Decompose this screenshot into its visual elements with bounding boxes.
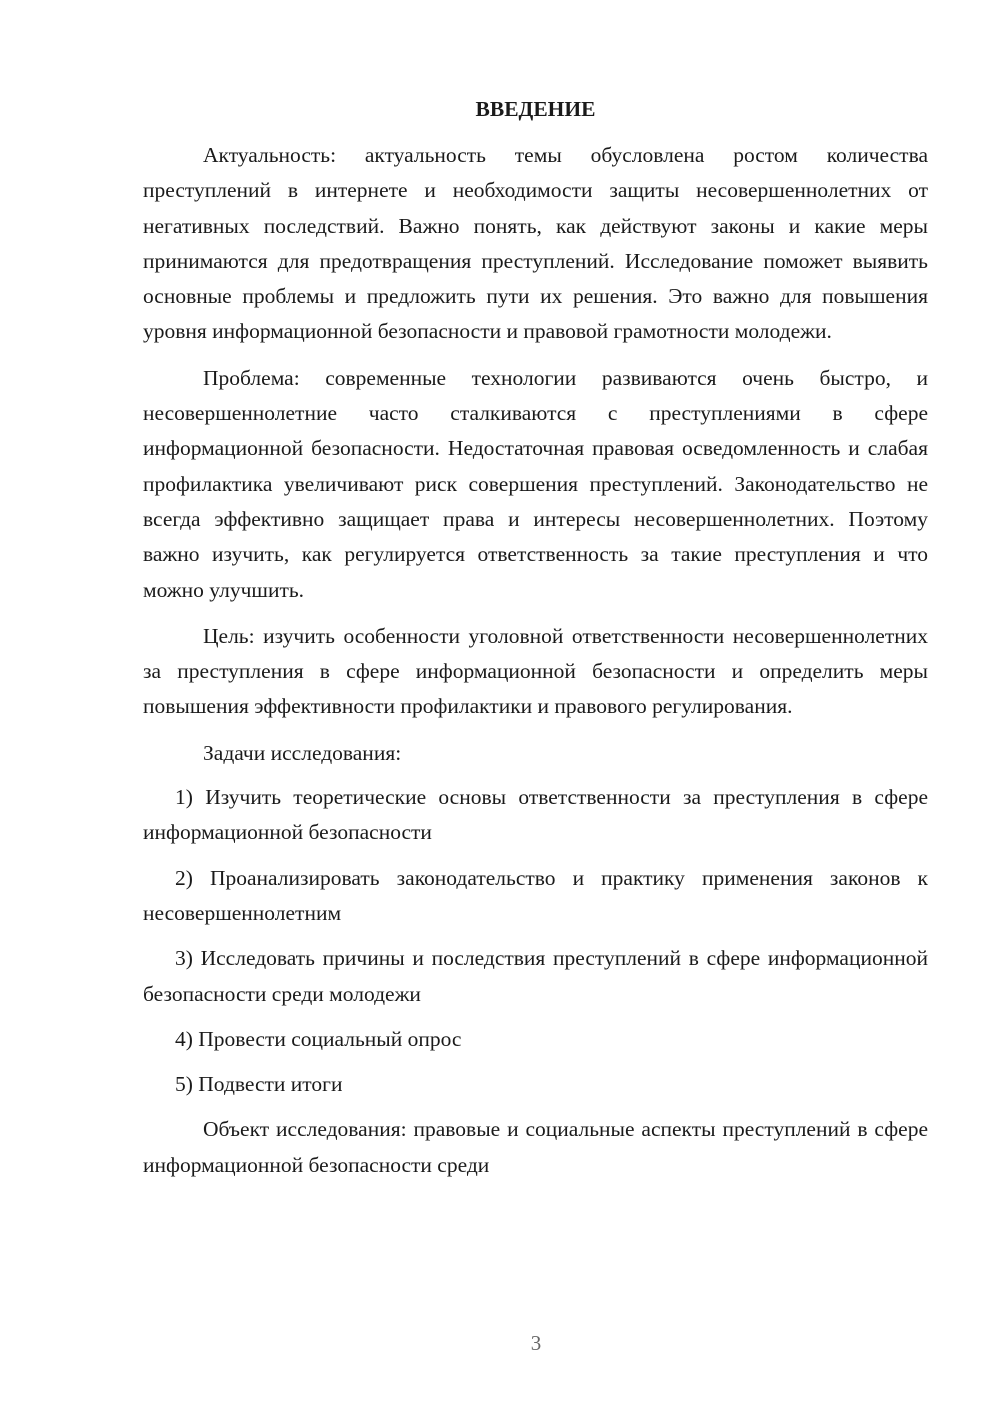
problem-paragraph: Проблема: современные технологии развиваются очень быстро, и несовершеннолетние часто сталкиваются с преступлениями в сфере информационной безопасности. Недостаточная правовая осведомленность и слабая профилактика увеличивают риск совершения преступлений. Законодательство не всегда эффективно защищает права и интересы несовершеннолетних. Поэтому важно изучить, как регулируется ответственность за такие преступления и что можно улучшить.	[143, 365, 928, 602]
tasks-heading: Задачи исследования:	[203, 740, 402, 765]
tasks-list	[143, 780, 928, 1102]
task-item-1: 1) Изучить теоретические основы ответственности за преступления в сфере информационной безопасности	[143, 785, 928, 845]
task-item-5: 5) Подвести итоги	[175, 1072, 343, 1097]
relevance-paragraph: Актуальность: актуальность темы обусловлена ростом количества преступлений в интернете и необходимости защиты несовершеннолетних от негативных последствий. Важно понять, как действуют законы и какие меры принимаются для предотвращения преступлений. Исследование поможет выявить основные проблемы и предложить пути их решения. Это важно для повышения уровня информационной безопасности и правовой грамотности молодежи.	[143, 143, 928, 344]
document-page	[143, 92, 928, 1194]
object-paragraph: Объект исследования: правовые и социальные аспекты преступлений в сфере информационной безопасности среди	[143, 1117, 928, 1177]
section-heading: ВВЕДЕНИЕ	[475, 97, 596, 121]
task-item-2: 2) Проанализировать законодательство и практику применения законов к несовершеннолетним	[143, 865, 928, 925]
goal-paragraph: Цель: изучить особенности уголовной ответственности несовершеннолетних за преступления в сфере информационной безопасности и определить меры повышения эффективности профилактики и правового регулирования.	[143, 623, 928, 719]
task-item-3: 3) Исследовать причины и последствия преступлений в сфере информационной безопасности среди молодежи	[143, 946, 928, 1006]
task-item-4: 4) Провести социальный опрос	[175, 1026, 462, 1051]
page-number: 3	[530, 1331, 542, 1355]
